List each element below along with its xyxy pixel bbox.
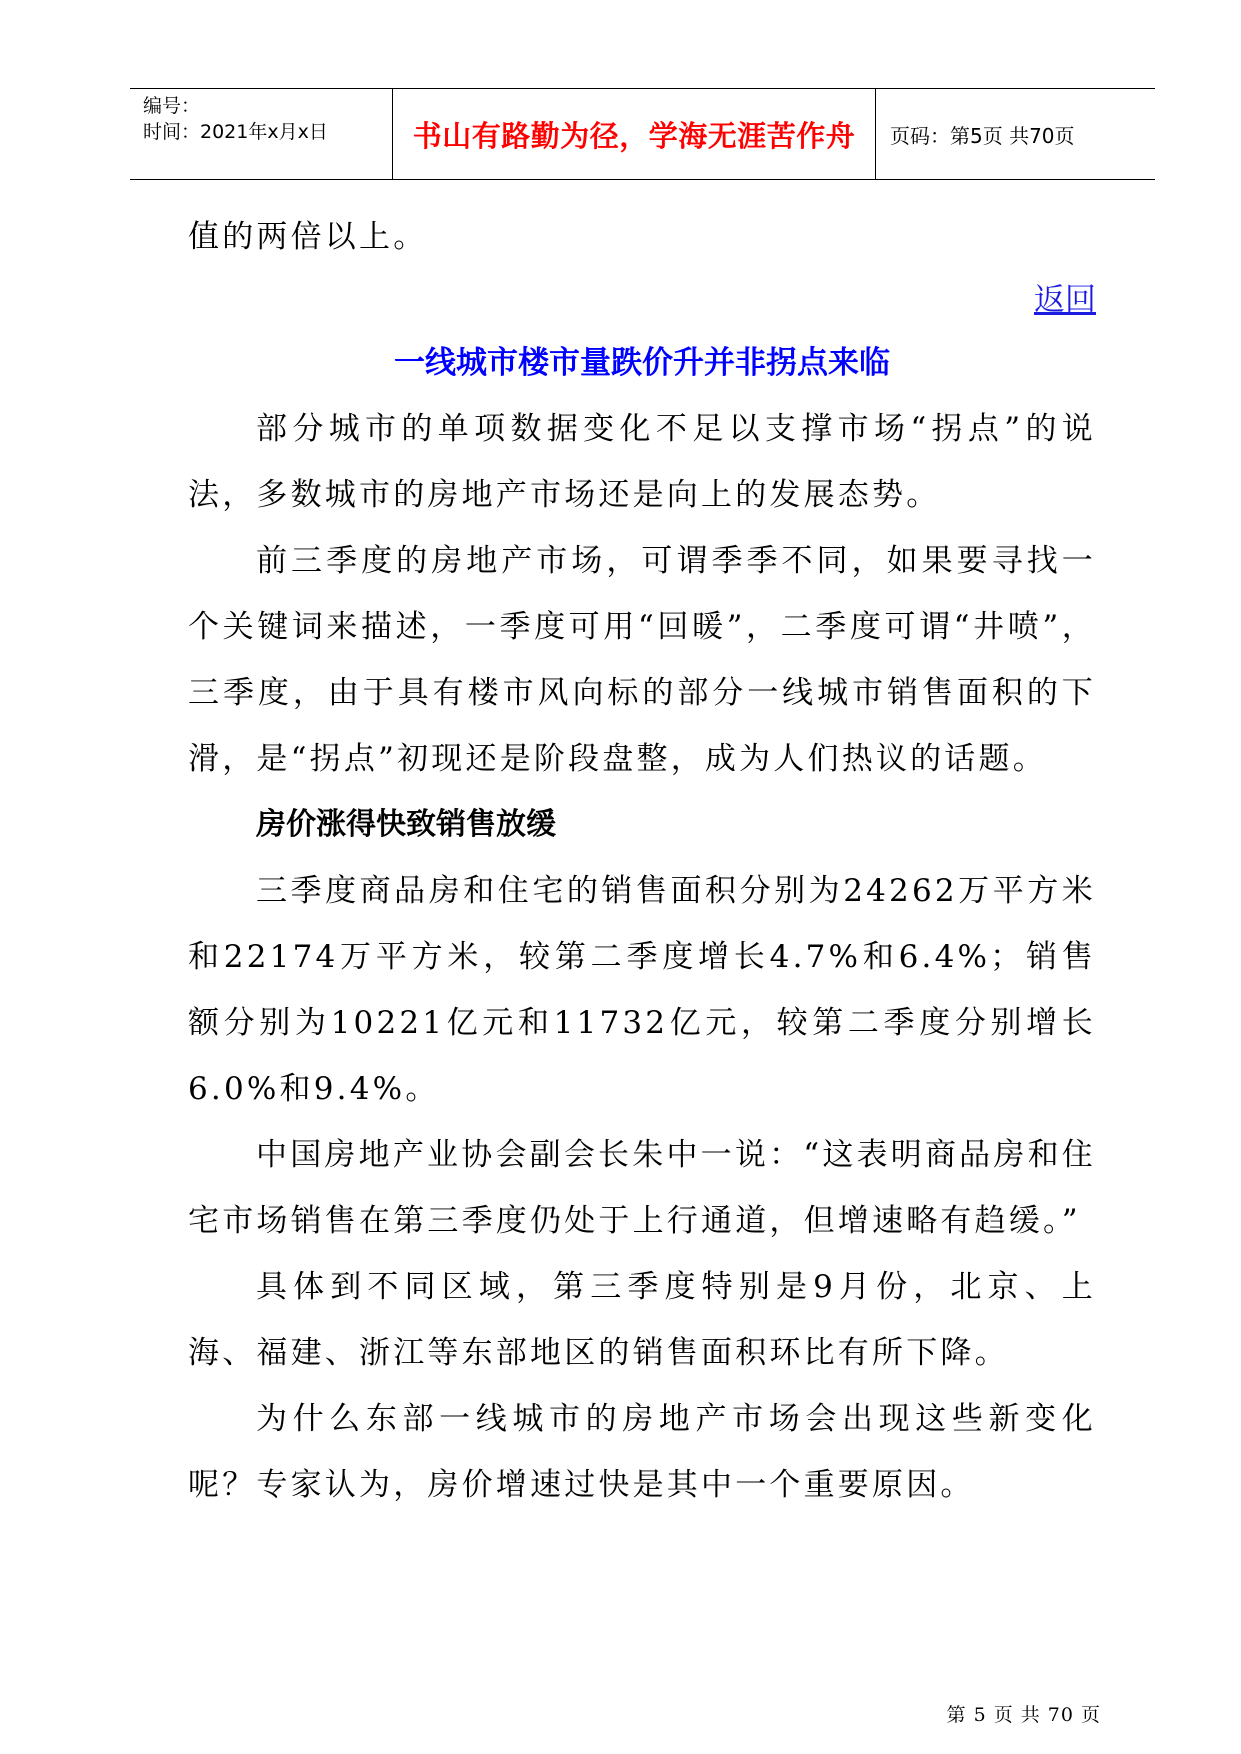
paragraph: 三季度商品房和住宅的销售面积分别为24262万平方米和22174万平方米，较第二季度增长4.7%和6.4%；销售额分别为10221亿元和11732亿元，较第二季度分别增长6.0%和9.4%。 [188,873,1096,1107]
paragraph: 部分城市的单项数据变化不足以支撑市场“拐点”的说法，多数城市的房地产市场还是向上的发展态势。 [188,411,1096,513]
article-body [188,204,1096,1518]
back-link-row [188,270,1096,330]
header-page-info: 页码：第5页 共70页 [890,123,1075,148]
paragraph: 为什么东部一线城市的房地产市场会出现这些新变化呢？专家认为，房价增速过快是其中一个重要原因。 [188,1401,1096,1503]
paragraph: 前三季度的房地产市场，可谓季季不同，如果要寻找一个关键词来描述，一季度可用“回暖”，二季度可谓“井喷”，三季度，由于具有楼市风向标的部分一线城市销售面积的下滑，是“拐点”初现还是阶段盘整，成为人们热议的话题。 [188,543,1096,777]
paragraph: 具体到不同区域，第三季度特别是9月份，北京、上海、福建、浙江等东部地区的销售面积环比有所下降。 [188,1269,1096,1371]
page-footer: 第 5 页 共 70 页 [946,1704,1101,1726]
section-subheading: 房价涨得快致销售放缓 [256,807,556,842]
number-label: 编号： [143,95,201,117]
time-label: 时间：2021年x月x日 [143,121,328,143]
lead-fragment: 值的两倍以上。 [188,219,428,255]
back-link[interactable]: 返回 [1034,282,1096,318]
header-meta [130,89,392,179]
article-title: 一线城市楼市量跌价升并非拐点来临 [394,345,890,381]
page-header [130,88,1155,180]
header-motto: 书山有路勤为径，学海无涯苦作舟 [392,89,876,179]
paragraph: 中国房地产业协会副会长朱中一说：“这表明商品房和住宅市场销售在第三季度仍处于上行通道，但增速略有趋缓。” [188,1137,1096,1239]
